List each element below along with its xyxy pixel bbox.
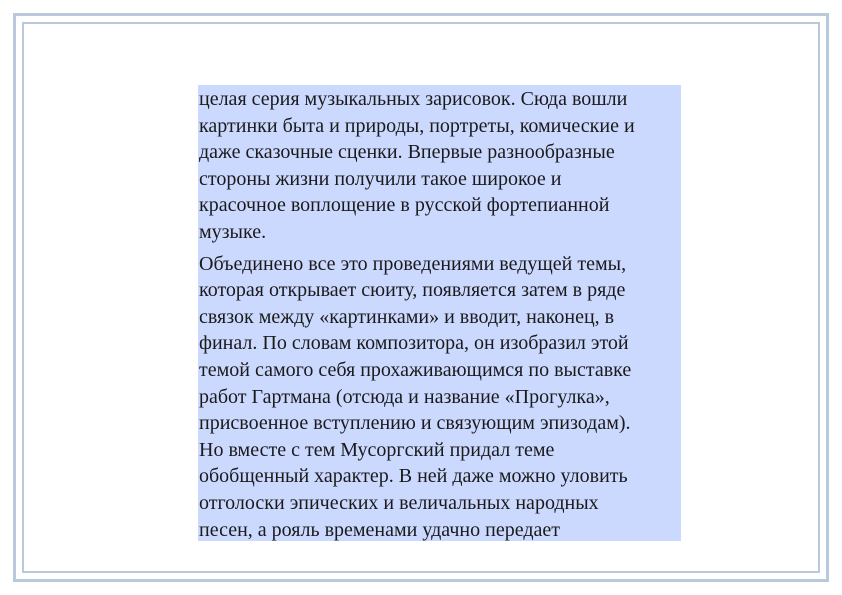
text-line: которая открывает сюиту, появляется затем в ряде — [199, 279, 626, 302]
text-line: темой самого себя прохаживающимся по выставке — [199, 358, 632, 381]
text-line: отголоски эпических и величальных народных — [199, 491, 599, 514]
text-line: связок между «картинками» и вводит, наконец, в — [199, 305, 615, 328]
text-line: песен, а рояль временами удачно передает — [199, 518, 560, 541]
text-line: даже сказочные сценки. Впервые разнообразные — [199, 141, 615, 164]
text-line: присвоенное вступлению и связующим эпизодам). — [199, 412, 631, 435]
text-block — [198, 85, 681, 541]
text-line: работ Гартмана (отсюда и название «Прогулка», — [199, 385, 610, 408]
text-line: обобщенный характер. В ней даже можно уловить — [199, 465, 628, 488]
text-line: музыке. — [199, 220, 267, 243]
paragraph-1 — [199, 86, 679, 246]
text-line: картинки быта и природы, портреты, комические и — [199, 114, 635, 137]
paragraph-2 — [199, 251, 679, 544]
text-line: финал. По словам композитора, он изобразил этой — [199, 332, 629, 355]
text-line: стороны жизни получили такое широкое и — [199, 167, 562, 190]
text-line: целая серия музыкальных зарисовок. Сюда вошли — [199, 88, 628, 110]
text-line: красочное воплощение в русской фортепианной — [199, 194, 610, 217]
text-line: Но вместе с тем Мусоргский придал теме — [199, 438, 555, 461]
text-line: Объединено все это проведениями ведущей темы, — [199, 252, 627, 275]
